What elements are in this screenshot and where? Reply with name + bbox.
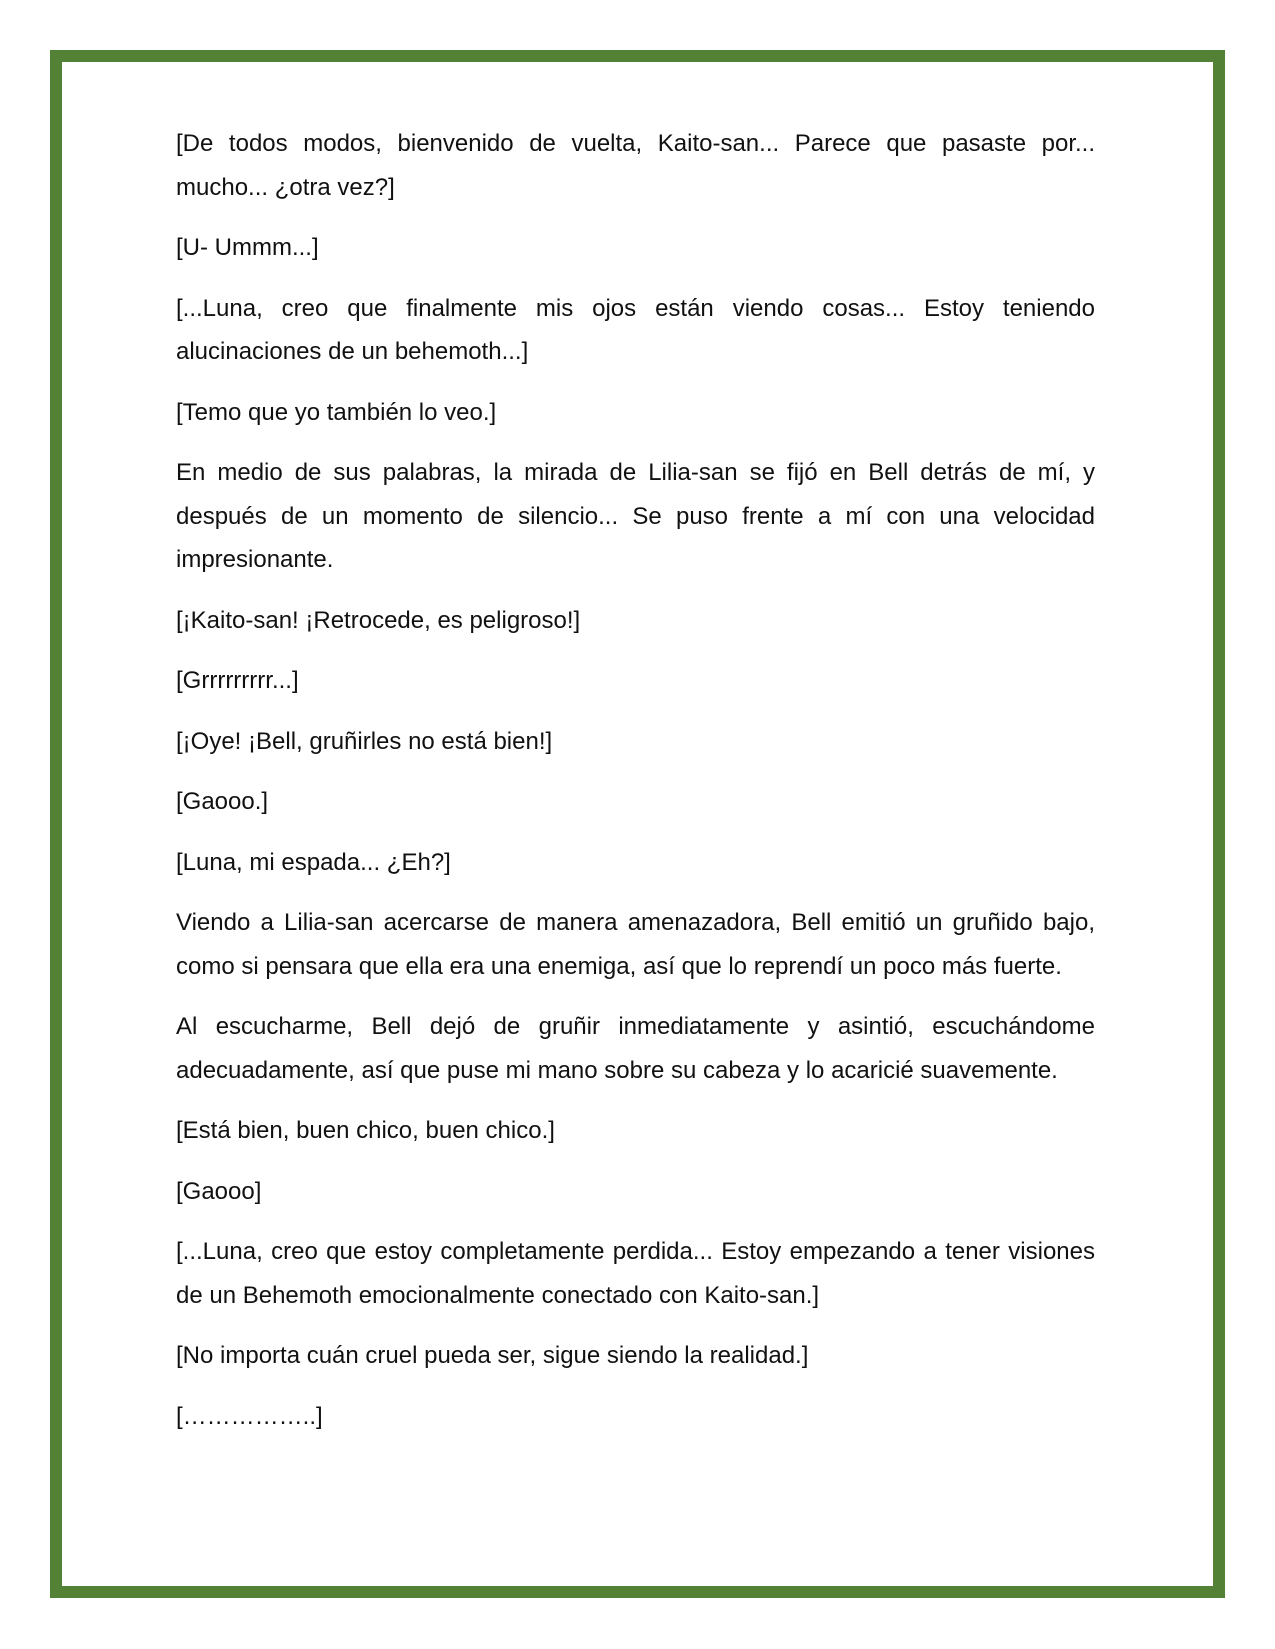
paragraph-9: [Gaooo.]: [176, 788, 269, 815]
paragraph-3: [...Luna, creo que finalmente mis ojos están viendo cosas... Estoy teniendo alucinaciones de un behemoth...]: [176, 294, 1095, 365]
document-body: [176, 122, 1095, 1455]
paragraph-5: En medio de sus palabras, la mirada de Lilia-san se fijó en Bell detrás de mí, y después de un momento de silencio... Se puso frente a mí con una velocidad impresionante.: [176, 459, 1095, 573]
paragraph-13: [Está bien, buen chico, buen chico.]: [176, 1117, 555, 1144]
paragraph-8: [¡Oye! ¡Bell, gruñirles no está bien!]: [176, 727, 553, 755]
paragraph-2: [U- Ummm...]: [176, 234, 319, 261]
paragraph-16: [No importa cuán cruel pueda ser, sigue siendo la realidad.]: [176, 1342, 809, 1369]
paragraph-10: [Luna, mi espada... ¿Eh?]: [176, 848, 451, 876]
paragraph-12: Al escucharme, Bell dejó de gruñir inmediatamente y asintió, escuchándome adecuadamente, así que puse mi mano sobre su cabeza y lo acaricié suavemente.: [176, 1013, 1095, 1084]
paragraph-11: Viendo a Lilia-san acercarse de manera amenazadora, Bell emitió un gruñido bajo, como si pensara que ella era una enemiga, así que lo reprendí un poco más fuerte.: [176, 909, 1095, 980]
paragraph-4: [Temo que yo también lo veo.]: [176, 398, 497, 426]
paragraph-15: [...Luna, creo que estoy completamente perdida... Estoy empezando a tener visiones de un Behemoth emocionalmente conectado con Kaito-san.]: [176, 1238, 1095, 1309]
paragraph-6: [¡Kaito-san! ¡Retrocede, es peligroso!]: [176, 606, 581, 634]
paragraph-14: [Gaooo]: [176, 1177, 262, 1205]
paragraph-1: [De todos modos, bienvenido de vuelta, Kaito-san... Parece que pasaste por... mucho... ¿otra vez?]: [176, 130, 1095, 201]
paragraph-7: [Grrrrrrrrr...]: [176, 667, 299, 694]
paragraph-17: [……………..]: [176, 1402, 323, 1430]
